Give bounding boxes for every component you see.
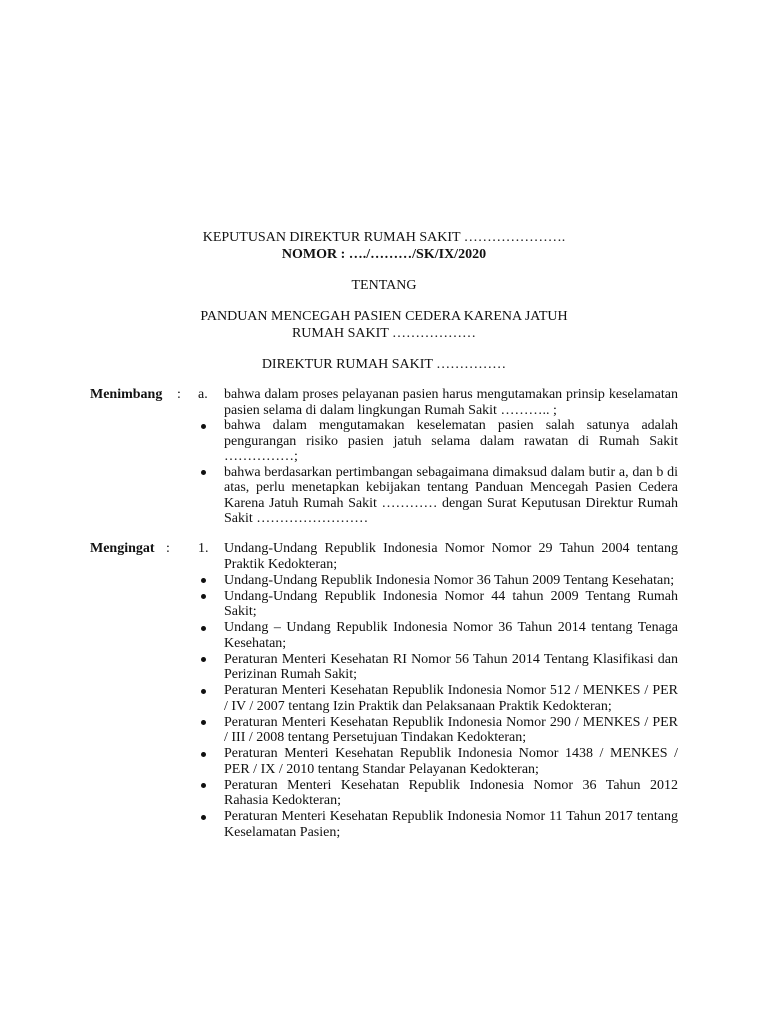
menimbang-list	[198, 387, 678, 527]
item-text: bahwa berdasarkan pertimbangan sebagaimana dimaksud dalam butir a, dan b di atas, perlu menetapkan kebijakan tentang Panduan Mencegah Pasien Cedera Karena Jatuh Rumah Sakit ………… dengan Surat Keputusan Direktur Rumah Sakit ……………………	[224, 464, 678, 526]
item-text: bahwa dalam mengutamakan keselematan pasien salah satunya adalah pengurangan risiko pasien jatuh selama dalam rawatan di Rumah Sakit ……………;	[224, 418, 678, 464]
item-marker: a.	[198, 387, 208, 402]
menimbang-label: Menimbang	[90, 387, 163, 402]
menimbang-item	[198, 387, 678, 418]
mengingat-item	[198, 715, 678, 746]
menimbang-colon: :	[177, 387, 181, 402]
mengingat-item	[198, 541, 678, 572]
decree-title: KEPUTUSAN DIREKTUR RUMAH SAKIT ………………….	[202, 230, 566, 245]
item-text: Peraturan Menteri Kesehatan Republik Indonesia Nomor 11 Tahun 2017 tentang Keselamatan Pasien;	[224, 809, 678, 840]
tentang-heading: TENTANG	[351, 278, 417, 293]
mengingat-item	[198, 778, 678, 809]
item-text: Peraturan Menteri Kesehatan RI Nomor 56 Tahun 2014 Tentang Klasifikasi dan Perizinan Rumah Sakit;	[224, 651, 678, 682]
item-text: Undang-Undang Republik Indonesia Nomor 44 tahun 2009 Tentang Rumah Sakit;	[224, 588, 678, 619]
mengingat-list	[198, 541, 678, 841]
mengingat-item	[198, 683, 678, 714]
director-heading: DIREKTUR RUMAH SAKIT ……………	[261, 357, 507, 372]
item-text: Undang-Undang Republik Indonesia Nomor 36 Tahun 2009 Tentang Kesehatan;	[224, 572, 675, 588]
mengingat-colon: :	[166, 541, 170, 556]
item-text: Peraturan Menteri Kesehatan Republik Indonesia Nomor 1438 / MENKES / PER / IX / 2010 tentang Standar Pelayanan Kedokteran;	[224, 746, 678, 777]
mengingat-item	[198, 620, 678, 651]
item-text: Peraturan Menteri Kesehatan Republik Indonesia Nomor 290 / MENKES / PER / III / 2008 tentang Persetujuan Tindakan Kedokteran;	[224, 714, 678, 745]
item-text: bahwa dalam proses pelayanan pasien harus mengutamakan prinsip keselamatan pasien selama di dalam lingkungan Rumah Sakit ……….. ;	[224, 387, 678, 418]
item-text: Peraturan Menteri Kesehatan Republik Indonesia Nomor 512 / MENKES / PER / IV / 2007 tentang Izin Praktik dan Pelaksanaan Praktik Kedokteran;	[224, 683, 678, 714]
mengingat-item	[198, 652, 678, 683]
menimbang-item	[198, 465, 678, 527]
item-text: Undang – Undang Republik Indonesia Nomor 36 Tahun 2014 tentang Tenaga Kesehatan;	[224, 620, 678, 651]
subject-line-1: PANDUAN MENCEGAH PASIEN CEDERA KARENA JATUH	[200, 309, 568, 324]
mengingat-item	[198, 573, 678, 589]
mengingat-label: Mengingat	[90, 541, 155, 556]
item-text: Undang-Undang Republik Indonesia Nomor Nomor 29 Tahun 2004 tentang Praktik Kedokteran;	[224, 541, 678, 572]
menimbang-item	[198, 418, 678, 465]
item-text: Peraturan Menteri Kesehatan Republik Indonesia Nomor 36 Tahun 2012 Rahasia Kedokteran;	[224, 777, 678, 808]
item-marker: 1.	[198, 541, 209, 556]
mengingat-item	[198, 746, 678, 777]
subject-line-2: RUMAH SAKIT ………………	[291, 326, 477, 341]
decree-number: NOMOR : …./………/SK/IX/2020	[281, 247, 487, 262]
mengingat-item	[198, 589, 678, 620]
document-header	[0, 229, 768, 373]
mengingat-item	[198, 809, 678, 840]
